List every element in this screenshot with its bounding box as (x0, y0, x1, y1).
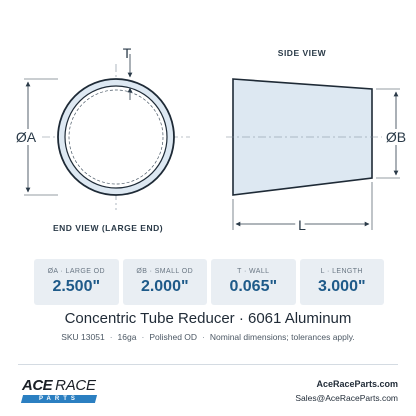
spec-value: 2.000" (140, 278, 189, 295)
spec-card-length (300, 259, 385, 305)
dim-l-label: L (298, 217, 306, 233)
logo-race: RACE (55, 377, 96, 394)
spec-value: 0.065" (229, 278, 278, 295)
side-view (226, 48, 406, 233)
spec-card-wall (211, 259, 296, 305)
product-subtitle: SKU 13051 · 16ga · Polished OD · Nominal dimensions; tolerances apply. (61, 332, 355, 342)
inner-diameter-circle (65, 86, 167, 188)
spec-card-small-od (123, 259, 208, 305)
spec-label: L · LENGTH (320, 268, 363, 275)
spec-value: 2.500" (52, 278, 101, 295)
ace-race-parts-logo (22, 377, 100, 405)
spec-value: 3.000" (317, 278, 366, 295)
gauge: 16ga (117, 332, 137, 342)
logo-parts: PARTS (39, 396, 79, 402)
footer-divider (18, 364, 398, 365)
sku: SKU 13051 (61, 332, 105, 342)
finish: Polished OD (149, 332, 198, 342)
spec-label: T · WALL (237, 268, 270, 275)
dim-a-label: ØA (15, 129, 37, 145)
email-link[interactable]: Sales@AceRaceParts.com (295, 393, 398, 403)
contact-info (295, 379, 398, 403)
dim-t-label: T (122, 45, 132, 61)
end-view-label: END VIEW (LARGE END) (52, 223, 164, 233)
spec-label: ØB · SMALL OD (136, 268, 194, 275)
product-title: Concentric Tube Reducer · 6061 Aluminum (64, 310, 352, 327)
tolerance-note: Nominal dimensions; tolerances apply. (209, 332, 355, 342)
spec-label: ØA · LARGE OD (47, 268, 105, 275)
logo-ace: ACE (22, 377, 53, 394)
end-view (16, 45, 190, 233)
website-link[interactable]: AceRaceParts.com (316, 379, 398, 389)
logo-bar (21, 395, 97, 403)
side-view-label: SIDE VIEW (277, 48, 327, 58)
spec-card-large-od (34, 259, 119, 305)
spec-cards (34, 259, 384, 305)
dim-b-label: ØB (385, 129, 407, 145)
